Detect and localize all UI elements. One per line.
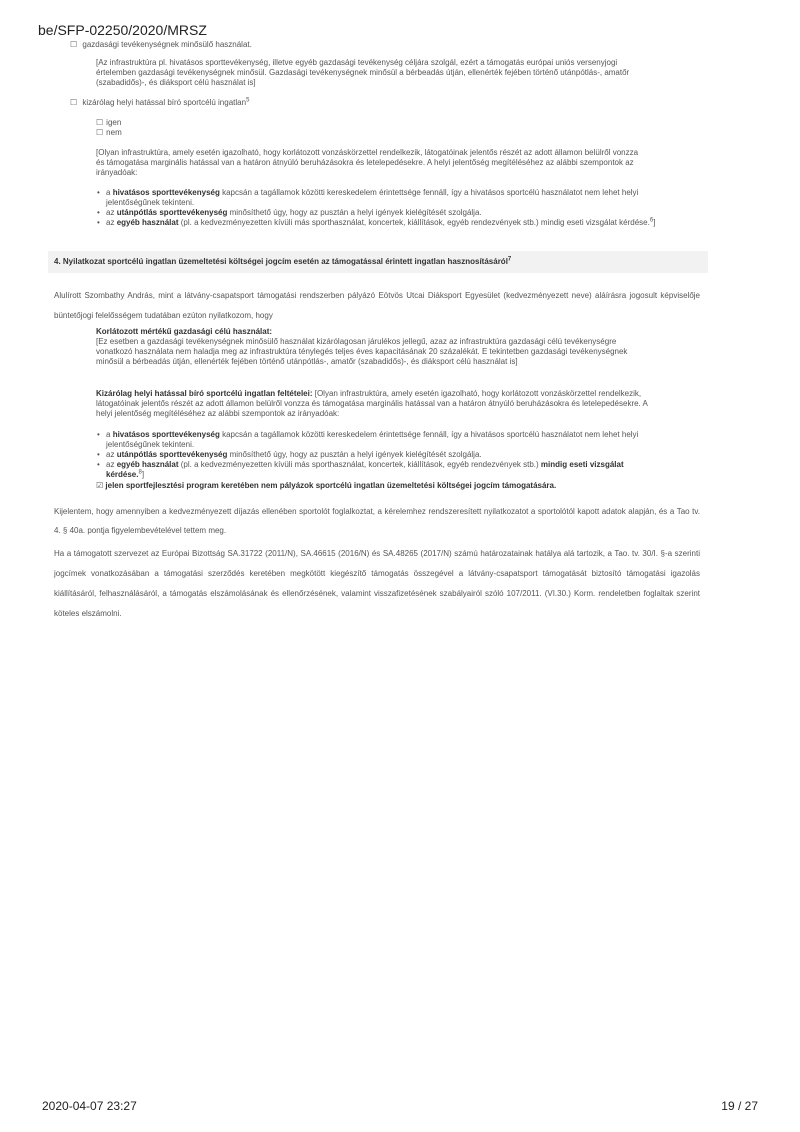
local-impact-conditions-block: [96, 389, 648, 419]
list-item: • az egyéb használat (pl. a kedvezményezetten kívüli más sporthasználat, koncertek, kiállítások, egyéb rendezvények stb.) mindig eseti vizsgálat kérdése.$^6$]: [96, 218, 656, 228]
limited-economic-use-block: [96, 327, 646, 367]
section4-criteria-list: [96, 430, 656, 480]
list-item: • az utánpótlás sporttevékenység minősíthető úgy, hogy az pusztán a helyi igények kielégítését szolgálja.: [96, 208, 656, 218]
local-impact-note: [Olyan infrastruktúra, amely esetén igazolható, hogy korlátozott vonzáskörzettel rendelkezik, látogatóinak jelentős részét az adott államon belülről vonzza és támogatása marginális hatással van a határon átnyúló beruházásokra és letelepedésekre. A helyi jelentőség megítéléséhez az alábbi szempontok az irányadóak:: [96, 148, 639, 177]
no-application-statement: jelen sportfejlesztési program keretében nem pályázok sportcélú ingatlan üzemeltetési költségei jogcím támogatására.: [105, 481, 557, 490]
limited-economic-use-title: Korlátozott mértékű gazdasági célú használat:: [96, 327, 273, 336]
document-id: be/SFP-02250/2020/MRSZ: [38, 22, 207, 38]
footer-page-number: 19 / 27: [721, 1099, 758, 1113]
footer-timestamp: 2020-04-07 23:27: [42, 1099, 137, 1113]
list-item: • a hivatásos sporttevékenység kapcsán a tagállamok közötti kereskedelem érintettsége fennáll, így a hivatásos sportcélú használatot nem lehet helyi jelentőségűnek tekinteni.: [96, 430, 656, 450]
economic-use-note: [Az infrastruktúra pl. hivatásos sporttevékenység, illetve egyéb gazdasági tevékenység céljára szolgál, ezért a támogatás európai uniós versenyjogi értelemben gazdasági tevékenységnek minősül. Gazdasági tevékenységnek minősül a bérbeadás útján, ellenérték fejében történő utánpótlás-, amatőr (szabadidős)-, és diáksport célú használat is]: [96, 58, 630, 87]
list-item: • a hivatásos sporttevékenység kapcsán a tagállamok közötti kereskedelem érintettsége fennáll, így a hivatásos sportcélú használatot nem lehet helyi jelentőségűnek tekinteni.: [96, 188, 656, 208]
limited-economic-use-text: [Ez esetben a gazdasági tevékenységnek minősülő használat kizárólagosan járulékos jellegű, azaz az infrastruktúra gazdasági célú tevékenységre vonatkozó használata nem haladja meg az infrastruktúra ténylegés teljes éves kapacitásának 20 százalékát. E tekintetben gazdasági tevékenységnek minősül a bérbeadás útján, ellenérték fejében történő utánpótlás-, amatőr (szabadidős)-, és diáksport célú használat is]: [96, 337, 628, 366]
section-4-heading: 4. Nyilatkozat sportcélú ingatlan üzemeltetési költségei jogcím esetén az támogatással érintett ingatlan hasznosításáról$^7$: [48, 251, 708, 273]
local-impact-conditions-title: Kizárólag helyi hatással bíró sportcélú ingatlan feltételei:: [96, 389, 313, 398]
option-no: [96, 128, 122, 138]
option-yes: [96, 118, 121, 128]
list-item: • az utánpótlás sporttevékenység minősíthető úgy, hogy az pusztán a helyi igények kielégítését szolgálja.: [96, 450, 656, 460]
local-impact-conditions-text: [Olyan infrastruktúra, amely esetén igazolható, hogy korlátozott vonzáskörzettel rendelkezik, látogatóinak jelentős részét az adott államon belülről vonzza és támogatása marginális hatással van a határon átnyúló beruházásokra és letelepedésekre. A helyi jelentőség megítéléséhez az alábbi szempontok az irányadóak:: [96, 389, 648, 418]
checked-checkbox[interactable]: ☑: [96, 481, 104, 490]
declaration-intro: Alulírott Szombathy András, mint a látvány-csapatsport támogatási rendszerben pályázó Eötvös Utcai Diáksport Egyesület (kedvezményezett neve) aláírásra jogosult képviselője büntetőjogi felelősségem tudatában ezúton nyilatkozom, hogy: [54, 291, 700, 320]
option-economic-use-label: gazdasági tevékenységnek minősülő használat.: [82, 40, 252, 49]
list-item: • az egyéb használat (pl. a kedvezményezetten kívüli más sporthasználat, koncertek, kiállítások, egyéb rendezvények stb.) mindig eseti vizsgálat kérdése.$^8$]: [96, 460, 656, 480]
no-application-checkbox-row: [96, 481, 656, 491]
athlete-declaration-paragraph: Kijelentem, hogy amennyiben a kedvezményezett díjazás ellenében sportolót foglalkoztat, a kérelemhez rendszeresített nyilatkozatot a sportolótól kapott adatok alapján, és a Tao tv. 4. § 40a. pontja figyelembevételével tettem meg.: [54, 507, 700, 535]
eu-commission-paragraph: Ha a támogatott szervezet az Európai Bizottság SA.31722 (2011/N), SA.46615 (2016/N) és SA.48265 (2017/N) számú határozatainak hatálya alá tartozik, a Tao. tv. 30/I. §-a szerinti jogcímek vonatkozásában a támogatási szerződés keretében megkötött kiegészítő támogatás összegével a látvány-csapatsport támogatását biztosító támogatási igazolás kiállításáról, felhasználásáról, a támogatás elszámolásának és ellenőrzésének, valamint visszafizetésének szabályairól szóló 107/2011. (VI.30.) Korm. rendeletben foglaltak szerint köteles elszámolni.: [54, 549, 700, 618]
option-yes-label: igen: [106, 118, 122, 127]
option-local-impact-label: kizárólag helyi hatással bíró sportcélú ingatlan: [82, 98, 247, 107]
option-no-label: nem: [106, 128, 122, 137]
option-local-impact: [70, 98, 249, 108]
option-economic-use: [70, 40, 252, 50]
footnote-ref: 5: [246, 97, 250, 104]
criteria-list: [96, 188, 656, 228]
